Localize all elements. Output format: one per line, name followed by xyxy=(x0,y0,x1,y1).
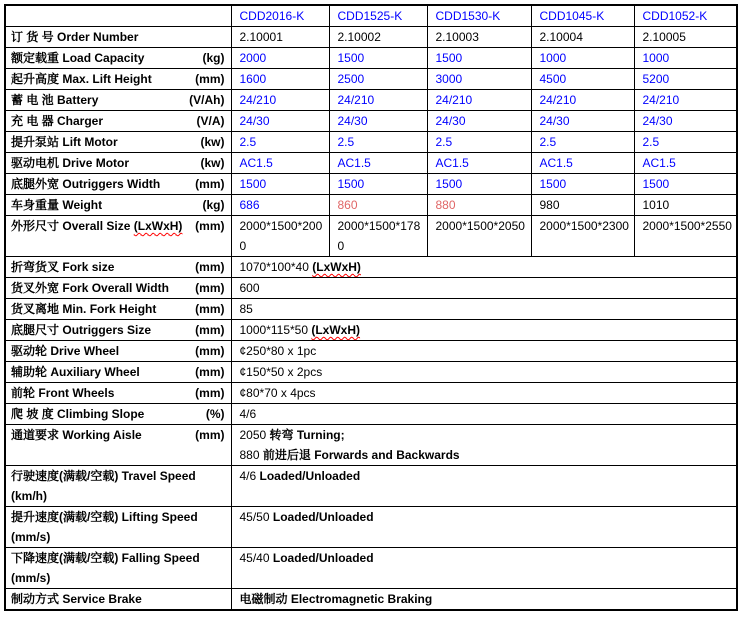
row-label-layout xyxy=(11,153,225,173)
value-cell: 2000*1500*1780 xyxy=(329,216,427,257)
value-cell: 1500 xyxy=(329,48,427,69)
row-unit: (V/A) xyxy=(196,114,225,128)
row-label-en: Front Wheels xyxy=(38,386,115,400)
value-line xyxy=(240,341,733,361)
row-label-layout xyxy=(11,27,225,47)
row-label-layout xyxy=(11,383,225,403)
row-label-layout xyxy=(11,69,225,89)
row-label-en: Max. Lift Height xyxy=(62,72,152,86)
row-unit: (V/Ah) xyxy=(189,93,225,107)
row-label-text xyxy=(11,404,144,424)
value-line xyxy=(240,320,733,340)
value-cell: 24/210 xyxy=(531,90,634,111)
table-row xyxy=(5,466,737,507)
value-cell: AC1.5 xyxy=(634,153,737,174)
value-cell: 1010 xyxy=(634,195,737,216)
row-label xyxy=(5,278,231,299)
value-cell: 2.5 xyxy=(427,132,531,153)
table-row xyxy=(5,507,737,548)
table-row xyxy=(5,216,737,257)
table-row-header xyxy=(5,5,737,27)
row-unit: (mm) xyxy=(195,219,225,233)
merged-value-cell xyxy=(231,257,737,278)
row-label-text xyxy=(11,278,169,298)
row-label-zh: 外形尺寸 xyxy=(11,219,60,233)
row-unit: (mm) xyxy=(195,365,225,379)
row-label-text xyxy=(11,27,138,47)
value-cell: 24/30 xyxy=(427,111,531,132)
row-label-zh: 订 货 号 xyxy=(11,30,54,44)
row-label-text xyxy=(11,548,200,588)
table-row xyxy=(5,111,737,132)
value-cell: 24/210 xyxy=(634,90,737,111)
row-label-layout xyxy=(11,195,225,215)
value-segment: ¢250*80 x 1pc xyxy=(239,344,317,358)
row-label-zh: 下降速度(满载/空载) xyxy=(11,551,119,565)
table-row xyxy=(5,90,737,111)
row-label xyxy=(5,383,231,404)
value-segment: Loaded/Unloaded xyxy=(272,551,374,565)
value-segment: 45/40 xyxy=(239,551,273,565)
row-unit: (mm) xyxy=(195,323,225,337)
value-line xyxy=(240,362,733,382)
row-label-text xyxy=(11,216,182,236)
row-label-en: Battery xyxy=(57,93,99,107)
value-cell: 2.10002 xyxy=(329,27,427,48)
row-label xyxy=(5,507,231,548)
row-label-en: Outriggers Width xyxy=(62,177,161,191)
value-cell: 2.10003 xyxy=(427,27,531,48)
row-unit: (mm) xyxy=(195,386,225,400)
value-segment: 电磁制动 Electromagnetic Braking xyxy=(239,592,433,606)
row-label-en: Service Brake xyxy=(62,592,142,606)
value-segment: ¢80*70 x 4pcs xyxy=(239,386,316,400)
row-label-en: Min. Fork Height xyxy=(62,302,157,316)
value-segment: 85 xyxy=(239,302,253,316)
value-cell: AC1.5 xyxy=(231,153,329,174)
row-label xyxy=(5,425,231,466)
table-row xyxy=(5,299,737,320)
row-label xyxy=(5,174,231,195)
value-segment: Loaded/Unloaded xyxy=(272,510,374,524)
merged-value-cell xyxy=(231,278,737,299)
table-row xyxy=(5,69,737,90)
value-cell: 2.10001 xyxy=(231,27,329,48)
row-label-layout xyxy=(11,90,225,110)
table-row xyxy=(5,320,737,341)
row-label-text xyxy=(11,320,151,340)
row-label-en: Load Capacity xyxy=(62,51,145,65)
row-label-zh: 爬 坡 度 xyxy=(11,407,54,421)
row-unit: (%) xyxy=(205,407,225,421)
row-label-text xyxy=(11,69,152,89)
value-cell: 2.5 xyxy=(329,132,427,153)
value-cell: AC1.5 xyxy=(427,153,531,174)
value-cell: 1500 xyxy=(531,174,634,195)
value-cell: AC1.5 xyxy=(531,153,634,174)
value-line xyxy=(240,466,733,486)
row-label-en: Falling Speed xyxy=(121,551,200,565)
row-label-zh: 货叉离地 xyxy=(11,302,60,316)
row-label xyxy=(5,404,231,425)
value-cell: 2000*1500*2000 xyxy=(231,216,329,257)
row-label xyxy=(5,320,231,341)
value-cell: 1500 xyxy=(634,174,737,195)
merged-value-cell xyxy=(231,362,737,383)
value-segment: 转弯 Turning; xyxy=(269,428,345,442)
row-unit: (kg) xyxy=(202,198,225,212)
row-label-layout xyxy=(11,278,225,298)
value-line xyxy=(240,257,733,277)
value-line xyxy=(240,299,733,319)
merged-value-cell xyxy=(231,320,737,341)
row-label-en: Drive Wheel xyxy=(50,344,120,358)
row-label-layout xyxy=(11,548,225,588)
row-label-text xyxy=(11,507,198,547)
value-cell: 4500 xyxy=(531,69,634,90)
row-label-text xyxy=(11,48,144,68)
table-row xyxy=(5,278,737,299)
row-label-layout xyxy=(11,111,225,131)
value-cell: 880 xyxy=(427,195,531,216)
row-label xyxy=(5,589,231,611)
row-label-zh: 提升泵站 xyxy=(11,135,60,149)
row-label-en: Fork Overall Width xyxy=(62,281,169,295)
table-row xyxy=(5,425,737,466)
row-unit: (km/h) xyxy=(11,489,47,503)
value-segment: 1070*100*40 xyxy=(239,260,313,274)
row-label xyxy=(5,48,231,69)
value-segment: 前进后退 Forwards and Backwards xyxy=(262,448,460,462)
row-label-layout xyxy=(11,216,225,236)
row-unit: (mm/s) xyxy=(11,571,51,585)
table-row xyxy=(5,548,737,589)
row-label-layout xyxy=(11,425,225,445)
model-cell: CDD1045-K xyxy=(531,5,634,27)
row-label xyxy=(5,341,231,362)
merged-value-cell xyxy=(231,404,737,425)
table-row xyxy=(5,589,737,611)
value-cell: 2000*1500*2300 xyxy=(531,216,634,257)
row-label-layout xyxy=(11,341,225,361)
row-label xyxy=(5,153,231,174)
row-label-zh: 蓄 电 池 xyxy=(11,93,54,107)
value-line xyxy=(240,383,733,403)
row-unit: (mm/s) xyxy=(11,530,51,544)
row-label-text xyxy=(11,299,156,319)
table-row xyxy=(5,195,737,216)
row-unit: (kw) xyxy=(200,135,225,149)
row-unit: (mm) xyxy=(195,260,225,274)
row-label-zh: 提升速度(满载/空载) xyxy=(11,510,119,524)
value-line xyxy=(240,425,733,445)
table-row xyxy=(5,404,737,425)
row-label-en: Drive Motor xyxy=(62,156,130,170)
row-label xyxy=(5,548,231,589)
merged-value-cell xyxy=(231,299,737,320)
value-cell: 2000*1500*2050 xyxy=(427,216,531,257)
value-cell: 2500 xyxy=(329,69,427,90)
row-label-text xyxy=(11,425,142,445)
row-label-zh: 货叉外宽 xyxy=(11,281,60,295)
row-label-en: Climbing Slope xyxy=(57,407,145,421)
row-label-text xyxy=(11,195,102,215)
table-row xyxy=(5,383,737,404)
value-cell: 1000 xyxy=(531,48,634,69)
table-row xyxy=(5,257,737,278)
row-label xyxy=(5,132,231,153)
model-cell: CDD1530-K xyxy=(427,5,531,27)
row-label-en: Charger xyxy=(57,114,104,128)
row-unit: (mm) xyxy=(195,302,225,316)
row-unit: (kg) xyxy=(202,51,225,65)
value-cell: 860 xyxy=(329,195,427,216)
row-label-zh: 驱动电机 xyxy=(11,156,60,170)
value-cell: 24/210 xyxy=(231,90,329,111)
value-cell: 3000 xyxy=(427,69,531,90)
value-segment: ¢150*50 x 2pcs xyxy=(239,365,323,379)
row-label-layout xyxy=(11,362,225,382)
value-line xyxy=(240,404,733,424)
row-label-layout xyxy=(11,320,225,340)
value-cell: AC1.5 xyxy=(329,153,427,174)
row-label-zh: 制动方式 xyxy=(11,592,60,606)
row-label-en: Outriggers Size xyxy=(62,323,152,337)
value-line xyxy=(240,445,733,465)
row-label xyxy=(5,111,231,132)
row-label xyxy=(5,195,231,216)
model-cell: CDD1052-K xyxy=(634,5,737,27)
table-row xyxy=(5,48,737,69)
row-label-en: Fork size xyxy=(62,260,115,274)
value-cell: 1500 xyxy=(427,174,531,195)
value-cell: 24/30 xyxy=(231,111,329,132)
row-label-zh: 额定载重 xyxy=(11,51,60,65)
value-segment: Loaded/Unloaded xyxy=(259,469,361,483)
row-label-text xyxy=(11,132,118,152)
value-cell: 1500 xyxy=(329,174,427,195)
table-row xyxy=(5,341,737,362)
merged-value-cell xyxy=(231,383,737,404)
value-segment: 600 xyxy=(239,281,260,295)
value-cell: 686 xyxy=(231,195,329,216)
row-label-text xyxy=(11,466,196,506)
merged-value-cell xyxy=(231,341,737,362)
value-segment: (LxWxH) xyxy=(311,323,361,337)
row-label xyxy=(5,257,231,278)
table-row xyxy=(5,153,737,174)
value-cell: 2.5 xyxy=(634,132,737,153)
row-label-layout xyxy=(11,257,225,277)
row-label-text xyxy=(11,362,140,382)
value-segment: 4/6 xyxy=(239,407,257,421)
row-label-zh: 辅助轮 xyxy=(11,365,48,379)
row-label-en: Weight xyxy=(62,198,103,212)
row-label-layout xyxy=(11,299,225,319)
value-cell: 2000*1500*2550 xyxy=(634,216,737,257)
merged-value-cell xyxy=(231,466,737,507)
row-unit: (mm) xyxy=(195,72,225,86)
row-label-text xyxy=(11,174,160,194)
row-label-en: Lift Motor xyxy=(62,135,118,149)
row-label xyxy=(5,5,231,27)
row-label-en: Travel Speed xyxy=(121,469,196,483)
value-segment: 880 xyxy=(239,448,263,462)
value-cell: 2.5 xyxy=(231,132,329,153)
merged-value-cell xyxy=(231,589,737,611)
row-label xyxy=(5,216,231,257)
row-label-en: Overall Size xyxy=(62,219,131,233)
row-label-zh: 通道要求 xyxy=(11,428,60,442)
value-segment: 1000*115*50 xyxy=(239,323,312,337)
row-label xyxy=(5,27,231,48)
table-row xyxy=(5,132,737,153)
row-label-zh: 车身重量 xyxy=(11,198,60,212)
table-row xyxy=(5,174,737,195)
row-label-zh: 充 电 器 xyxy=(11,114,54,128)
row-label-text xyxy=(11,257,114,277)
row-unit: (mm) xyxy=(195,428,225,442)
row-unit: (kw) xyxy=(200,156,225,170)
row-label xyxy=(5,90,231,111)
row-label-layout xyxy=(11,507,225,547)
value-segment: 4/6 xyxy=(239,469,260,483)
value-cell: 980 xyxy=(531,195,634,216)
merged-value-cell xyxy=(231,507,737,548)
row-label-zh: 底腿尺寸 xyxy=(11,323,60,337)
value-cell: 1000 xyxy=(634,48,737,69)
merged-value-cell xyxy=(231,548,737,589)
row-unit: (mm) xyxy=(195,281,225,295)
value-cell: 2.10005 xyxy=(634,27,737,48)
spec-table xyxy=(4,4,738,611)
row-unit: (mm) xyxy=(195,177,225,191)
row-label-suffix: (LxWxH) xyxy=(133,219,183,233)
row-label xyxy=(5,362,231,383)
row-label-zh: 前轮 xyxy=(11,386,36,400)
value-cell: 24/210 xyxy=(427,90,531,111)
row-label-layout xyxy=(11,404,225,424)
value-cell: 2000 xyxy=(231,48,329,69)
row-label-layout xyxy=(11,132,225,152)
row-label-en: Working Aisle xyxy=(62,428,142,442)
row-unit: (mm) xyxy=(195,344,225,358)
value-segment: 2050 xyxy=(239,428,270,442)
value-cell: 24/210 xyxy=(329,90,427,111)
value-cell: 2.5 xyxy=(531,132,634,153)
row-label-zh: 行驶速度(满载/空载) xyxy=(11,469,119,483)
row-label-en: Lifting Speed xyxy=(121,510,198,524)
value-line xyxy=(240,278,733,298)
model-cell: CDD2016-K xyxy=(231,5,329,27)
value-cell: 2.10004 xyxy=(531,27,634,48)
value-segment: (LxWxH) xyxy=(312,260,361,274)
row-label-layout xyxy=(11,589,225,609)
model-cell: CDD1525-K xyxy=(329,5,427,27)
table-row xyxy=(5,362,737,383)
row-label xyxy=(5,299,231,320)
row-label-text xyxy=(11,153,129,173)
row-label-zh: 起升高度 xyxy=(11,72,60,86)
row-label-zh: 底腿外宽 xyxy=(11,177,60,191)
value-segment: 45/50 xyxy=(239,510,273,524)
row-label xyxy=(5,69,231,90)
value-cell: 1600 xyxy=(231,69,329,90)
row-label-zh: 驱动轮 xyxy=(11,344,48,358)
row-label-layout xyxy=(11,48,225,68)
merged-value-cell xyxy=(231,425,737,466)
value-cell: 5200 xyxy=(634,69,737,90)
row-label-text xyxy=(11,90,98,110)
row-label-zh: 折弯货叉 xyxy=(11,260,60,274)
value-cell: 1500 xyxy=(427,48,531,69)
row-label-text xyxy=(11,341,119,361)
row-label-layout xyxy=(11,466,225,506)
row-label-text xyxy=(11,383,114,403)
value-cell: 24/30 xyxy=(531,111,634,132)
row-label-en: Order Number xyxy=(57,30,139,44)
row-label-text xyxy=(11,111,103,131)
row-label-text xyxy=(11,589,142,609)
value-line xyxy=(240,589,733,609)
row-label-layout xyxy=(11,174,225,194)
value-cell: 1500 xyxy=(231,174,329,195)
value-line xyxy=(240,548,733,568)
table-row xyxy=(5,27,737,48)
row-label xyxy=(5,466,231,507)
row-label-en: Auxiliary Wheel xyxy=(50,365,140,379)
value-cell: 24/30 xyxy=(634,111,737,132)
value-line xyxy=(240,507,733,527)
value-cell: 24/30 xyxy=(329,111,427,132)
